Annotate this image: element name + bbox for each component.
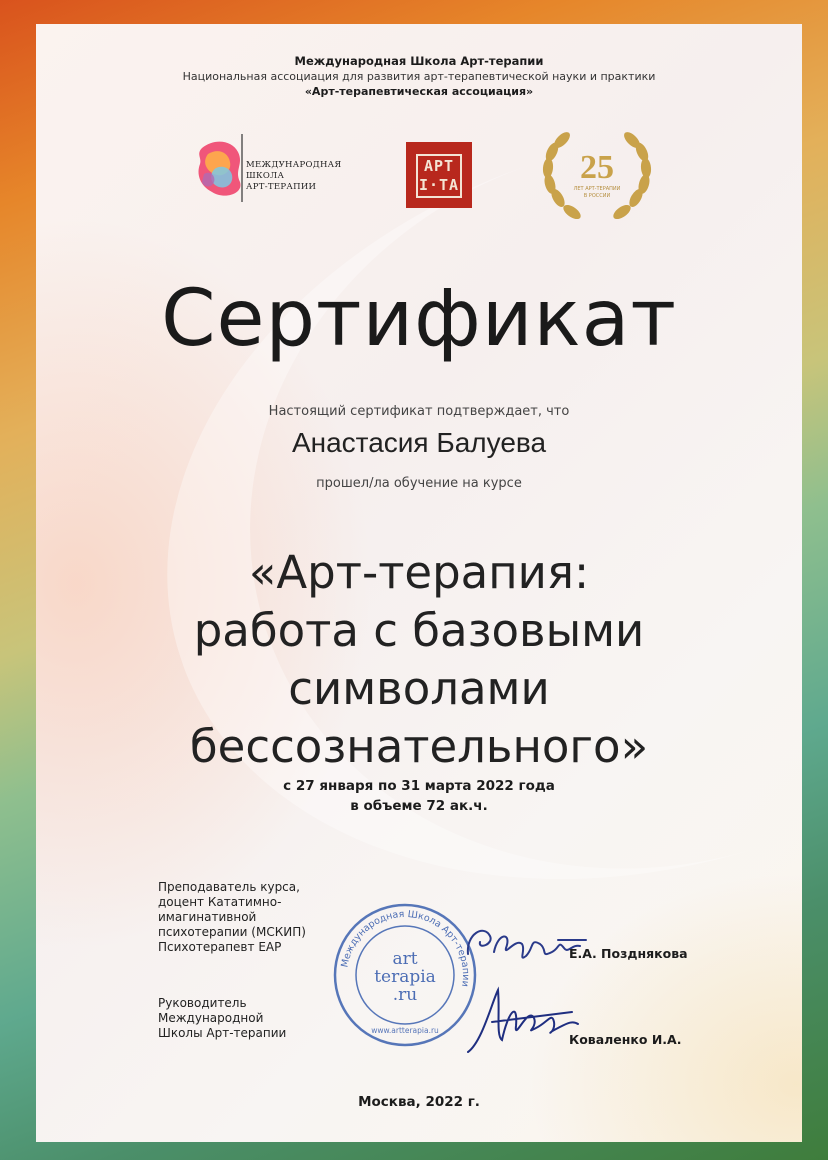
stamp-ring-text: Международная Школа Арт-терапии bbox=[339, 908, 472, 988]
teacher-line: имагинативной bbox=[158, 910, 257, 924]
teacher-line: Преподаватель курса, bbox=[158, 880, 300, 894]
ata-logo-line: АРТ bbox=[423, 157, 455, 175]
ata-logo bbox=[406, 142, 472, 208]
logos-row bbox=[36, 128, 802, 238]
laurel-wreath-icon bbox=[538, 128, 656, 228]
signature-kovalenko bbox=[462, 982, 582, 1062]
course-title bbox=[36, 544, 802, 776]
stamp-bottom-text: www.artterapia.ru bbox=[371, 1026, 439, 1035]
head-line: Международной bbox=[158, 1011, 264, 1025]
anniversary-caption-line: В РОССИИ bbox=[583, 193, 611, 199]
signer-name-kovalenko: Коваленко И.А. bbox=[569, 1032, 682, 1047]
certificate-title: Сертификат bbox=[161, 274, 677, 364]
teacher-line: Психотерапевт ЕАР bbox=[158, 940, 282, 954]
teacher-credentials bbox=[158, 880, 306, 955]
school-stamp bbox=[332, 902, 478, 1048]
course-title-line: бессознательного» bbox=[189, 720, 649, 773]
school-logo-text bbox=[246, 160, 342, 193]
head-credentials bbox=[158, 996, 286, 1041]
anniversary-logo bbox=[538, 128, 656, 228]
passed-text: прошел/ла обучение на курсе bbox=[316, 476, 522, 491]
course-dates-line: с 27 января по 31 марта 2022 года bbox=[283, 778, 555, 794]
teacher-line: психотерапии (МСКИП) bbox=[158, 925, 306, 939]
course-title-line: «Арт-терапия: bbox=[248, 546, 590, 599]
signer-name-poznyakova: Е.А. Позднякова bbox=[569, 946, 688, 961]
school-logo-line: АРТ-ТЕРАПИИ bbox=[246, 182, 317, 192]
teacher-line: доцент Кататимно- bbox=[158, 895, 282, 909]
course-title-line: работа с базовыми bbox=[193, 604, 645, 657]
anniversary-number: 25 bbox=[580, 149, 614, 186]
header-association: Национальная ассоциация для развития арт-терапевтической науки и практики bbox=[182, 70, 656, 83]
head-line: Руководитель bbox=[158, 996, 247, 1010]
school-logo-line: ШКОЛА bbox=[246, 171, 285, 181]
stamp-center-line: .ru bbox=[392, 985, 418, 1005]
stamp-center-line: terapia bbox=[374, 967, 436, 987]
school-logo-line: МЕЖДУНАРОДНАЯ bbox=[246, 160, 342, 170]
course-hours-line: в объеме 72 ак.ч. bbox=[350, 798, 488, 814]
course-title-line: символами bbox=[288, 662, 550, 715]
header-school-name: Международная Школа Арт-терапии bbox=[294, 54, 544, 68]
ata-logo-line: I·TA bbox=[418, 176, 460, 194]
recipient-name: Анастасия Балуева bbox=[291, 427, 547, 458]
confirm-text: Настоящий сертификат подтверждает, что bbox=[268, 404, 570, 419]
course-dates bbox=[36, 776, 802, 816]
head-line: Школы Арт-терапии bbox=[158, 1026, 287, 1040]
signature-poznyakova bbox=[460, 914, 590, 974]
school-logo bbox=[194, 134, 354, 202]
certificate-sheet bbox=[36, 24, 802, 1142]
stamp-center-line: art bbox=[392, 949, 418, 969]
anniversary-caption-line: ЛЕТ АРТ-ТЕРАПИИ bbox=[573, 186, 621, 192]
ata-logo-box bbox=[416, 154, 462, 198]
city-year: Москва, 2022 г. bbox=[358, 1094, 480, 1110]
header-association-name: «Арт-терапевтическая ассоциация» bbox=[304, 85, 534, 98]
paint-splash-icon bbox=[194, 134, 244, 202]
